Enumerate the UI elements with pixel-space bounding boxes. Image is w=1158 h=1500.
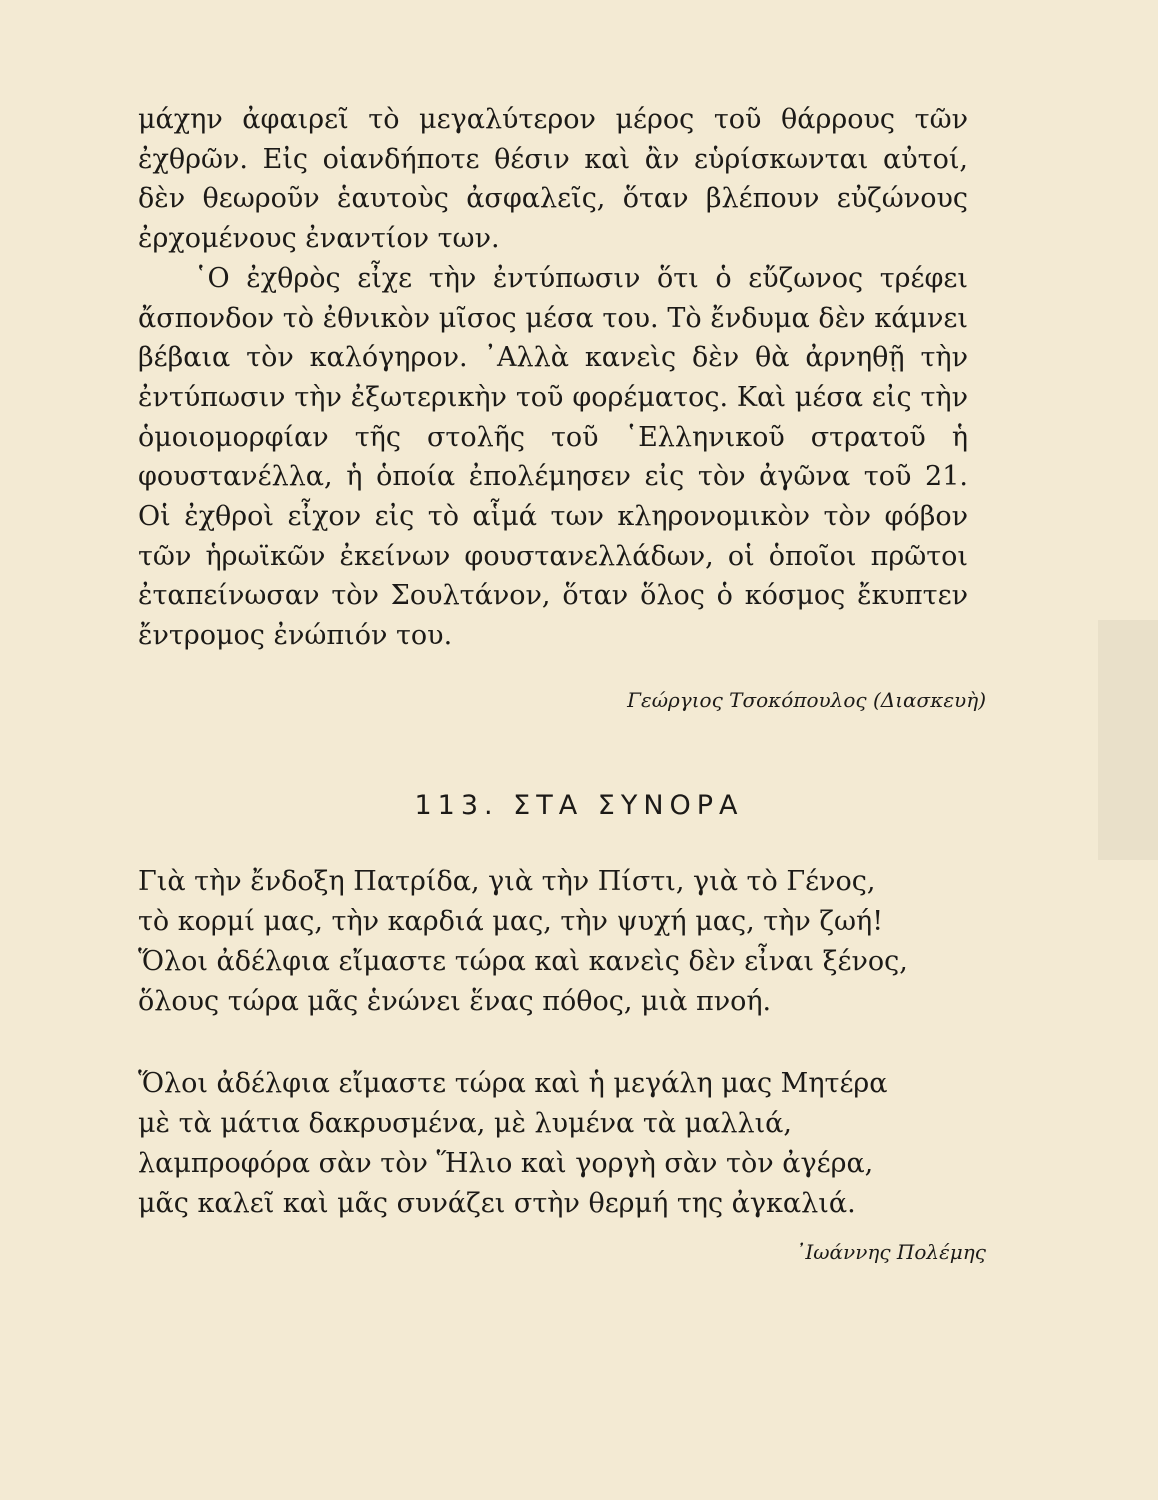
prose-paragraph-2: ῾Ο ἐχθρὸς εἶχε τὴν ἐντύπωσιν ὅτι ὁ εὔζωνος τρέφει ἄσπονδον τὸ ἐθνικὸν μῖσος μέσα του. Τὸ ἔνδυμα δὲν κάμνει βέβαια τὸν καλόγηρον. ᾿Αλλὰ κανεὶς δὲν θὰ ἀρνηθῇ τὴν ἐντύπωσιν τὴν ἐξωτερικὴν τοῦ φορέματος. Καὶ μέσα εἰς τὴν ὁμοιομορφίαν τῆς στολῆς τοῦ ῾Ελληνικοῦ στρατοῦ ἡ φουστανέλλα, ἡ ὁποία ἐπολέμησεν εἰς τὸν ἀγῶνα τοῦ 21. Οἱ ἐχθροὶ εἶχον εἰς τὸ αἷμά των κληρονομικὸν τὸν φόβον τῶν ἡρωϊκῶν ἐκείνων φουστανελλάδων, οἱ ὁποῖοι πρῶτοι ἐταπείνωσαν τὸν Σουλτάνον, ὅταν ὅλος ὁ κόσμος ἔκυπτεν ἔντρομος ἐνώπιόν του. [138,262,968,652]
prose-paragraph-1: μάχην ἀφαιρεῖ τὸ μεγαλύτερον μέρος τοῦ θάρρους τῶν ἐχθρῶν. Εἰς οἱανδήποτε θέσιν καὶ ἂν εὑρίσκωνται αὐτοί, δὲν θεωροῦν ἑαυτοὺς ἀσφαλεῖς, ὅταν βλέπουν εὐζώνους ἐρχομένους ἐναντίον των. [138,104,968,255]
poem-line: Ὅλοι ἀδέλφια εἴμαστε τώρα καὶ κανεὶς δὲν εἶναι ξένος, [138,946,908,977]
poem-line: τὸ κορμί μας, τὴν καρδιά μας, τὴν ψυχή μας, τὴν ζωή! [138,906,884,937]
poem-line: μᾶς καλεῖ καὶ μᾶς συνάζει στὴν θερμή της ἀγκαλιά. [138,1188,856,1219]
poem-line: μὲ τὰ μάτια δακρυσμένα, μὲ λυμένα τὰ μαλλιά, [138,1108,792,1139]
poem-line: ὅλους τώρα μᾶς ἑνώνει ἕνας πόθος, μιὰ πνοή. [138,986,772,1017]
poem-line: Γιὰ τὴν ἔνδοξη Πατρίδα, γιὰ τὴν Πίστι, γιὰ τὸ Γένος, [138,866,876,897]
poem-author: ᾿Ιωάννης Πολέμης [795,1240,986,1264]
prose-author: Γεώργιος Τσοκόπουλος (Διασκευὴ) [627,688,986,712]
prose-section [138,100,968,656]
poem-line: Ὅλοι ἀδέλφια εἴμαστε τώρα καὶ ἡ μεγάλη μας Μητέρα [138,1068,888,1099]
poem-line: λαμπροφόρα σὰν τὸν Ἥλιο καὶ γοργὴ σὰν τὸν ἀγέρα, [138,1148,874,1179]
poem-stanza-1 [138,862,983,1022]
poem-stanza-2 [138,1064,983,1224]
page-edge-shadow [1098,620,1158,860]
poem-title: 113. ΣΤΑ ΣΥΝΟΡΑ [414,790,744,821]
